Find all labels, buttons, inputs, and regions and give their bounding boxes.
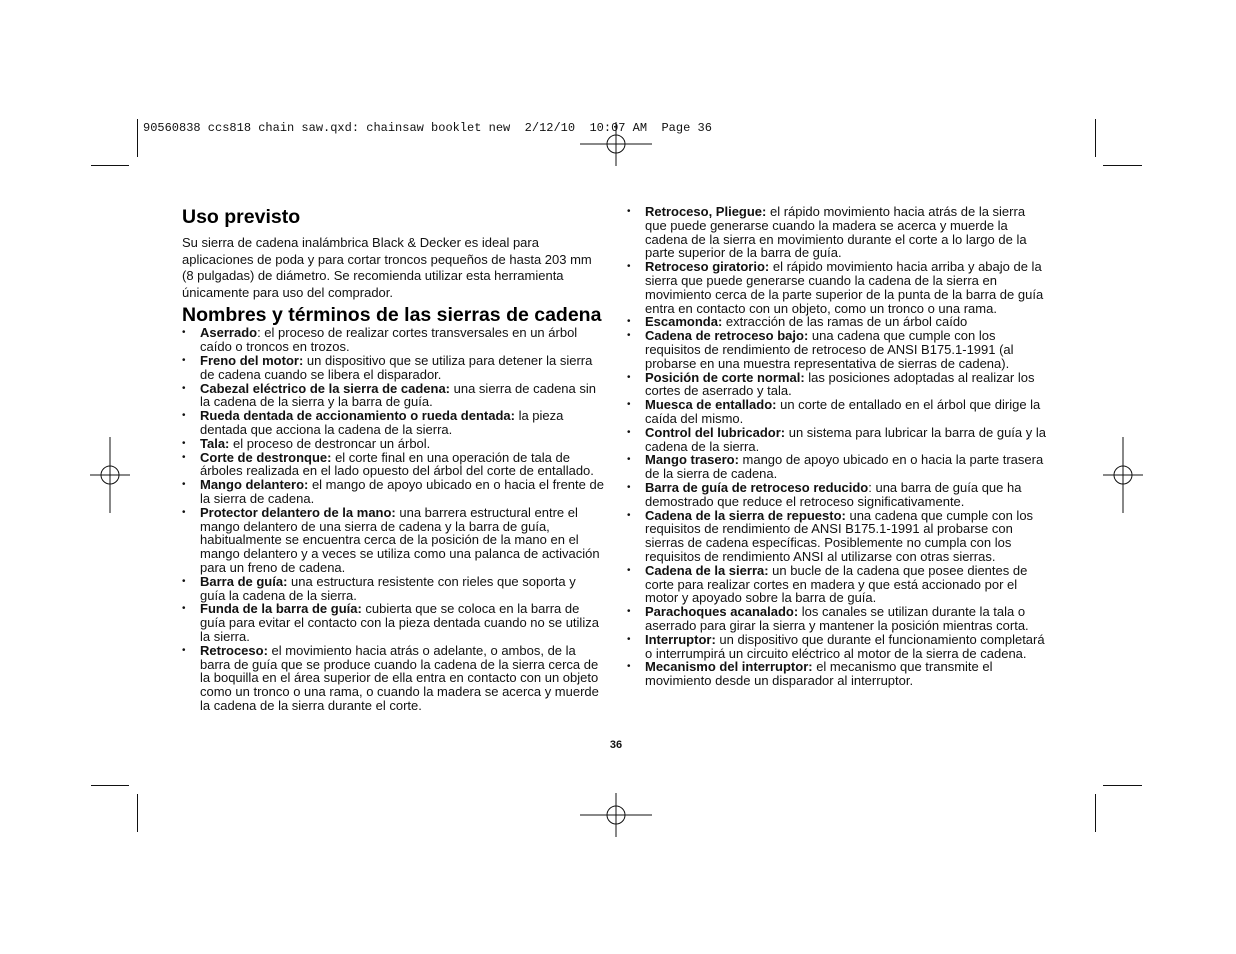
term-item bbox=[627, 481, 1049, 509]
term-item bbox=[627, 371, 1049, 399]
bullet-icon: • bbox=[182, 603, 186, 615]
uso-previsto-paragraph: Su sierra de cadena inalámbrica Black & Decker es ideal para aplicaciones de poda y para cortar troncos pequeños de hasta 203 mm (8 pulgadas) de diámetro. Se recomienda utilizar esta herramienta únicamente para uso del comprador. bbox=[182, 235, 592, 300]
term-definition: el mecanismo que transmite el movimiento desde un disparador al interruptor. bbox=[645, 659, 993, 689]
term-definition: extracción de las ramas de un árbol caído bbox=[722, 314, 968, 330]
term-definition: el rápido movimiento hacia arriba y abajo de la sierra que puede generarse cuando la cadena de la sierra en movimiento cerca de la parte superior de la punta de la barra de guía entra en contacto con un objeto, como un tronco o una rama. bbox=[645, 259, 1044, 316]
term-item bbox=[627, 260, 1049, 315]
term-item bbox=[182, 409, 604, 437]
term-item bbox=[627, 205, 1049, 260]
term-name: Aserrado bbox=[200, 325, 258, 341]
term-item bbox=[627, 453, 1049, 481]
term-name: Retroceso, Pliegue: bbox=[645, 204, 767, 219]
bullet-icon: • bbox=[182, 327, 186, 339]
term-item bbox=[627, 605, 1049, 633]
term-definition: cubierta que se coloca en la barra de guía para evitar el contacto con la pieza dentada cuando no se utiliza la sierra. bbox=[200, 601, 599, 644]
term-name: Interruptor: bbox=[645, 631, 716, 647]
registration-mark-left bbox=[70, 437, 150, 517]
bullet-icon: • bbox=[182, 644, 186, 656]
term-name: Corte de destronque: bbox=[200, 449, 332, 465]
term-definition: los canales se utilizan durante la tala o aserrado para girar la sierra y mantener la posición mientras corta. bbox=[645, 604, 1029, 633]
bullet-icon: • bbox=[627, 454, 631, 466]
term-definition: la pieza dentada que acciona la cadena de la sierra. bbox=[200, 408, 564, 437]
term-definition: : una barra de guía que ha demostrado que reduce el retroceso significativamente. bbox=[645, 479, 1022, 509]
bullet-icon: • bbox=[182, 479, 186, 491]
term-definition: el mango de apoyo ubicado en o hacia el frente de la sierra de cadena. bbox=[200, 477, 604, 506]
term-definition: una sierra de cadena sin la cadena de la sierra y la barra de guía. bbox=[200, 380, 596, 410]
term-item bbox=[182, 478, 604, 506]
term-item bbox=[182, 437, 604, 451]
term-name: Barra de guía de retroceso reducido bbox=[645, 479, 869, 495]
bullet-icon: • bbox=[182, 354, 186, 366]
term-item bbox=[627, 426, 1049, 454]
term-definition: una cadena que cumple con los requisitos de rendimiento de retroceso de ANSI B175.1-1991 (al probarse en una muestra representativa de sierras de cadena). bbox=[645, 328, 1014, 371]
term-definition: un bucle de la cadena que posee dientes de corte para realizar cortes en madera y que está accionado por el motor y apoyado sobre la barra de guía. bbox=[645, 562, 1028, 606]
term-definition: una barrera estructural entre el mango delantero de una sierra de cadena y la barra de guía, habitualmente se encuentra cerca de la posición de la mano en el mango delantero y a veces se utiliza como una palanca de activación para un freno de cadena. bbox=[200, 504, 600, 575]
bullet-icon: • bbox=[182, 437, 186, 449]
heading-uso-previsto: Uso previsto bbox=[182, 206, 301, 228]
term-definition: : el proceso de realizar cortes transversales en un árbol caído o troncos en trozos. bbox=[200, 325, 578, 355]
bullet-icon: • bbox=[627, 330, 631, 342]
term-definition: una estructura resistente con rieles que soporta y guía la cadena de la sierra. bbox=[200, 573, 576, 603]
term-definition: un corte de entallado en el árbol que dirige la caída del mismo. bbox=[645, 397, 1041, 426]
registration-mark-top bbox=[576, 104, 656, 184]
term-name: Tala: bbox=[200, 435, 230, 451]
term-definition: una cadena que cumple con los requisitos de rendimiento de ANSI B175.1-1991 al probarse con sierras de cadena específicas. Posiblemente no cumpla con los requisitos de rendimiento ANSI al utilizarse con otras sierras. bbox=[645, 507, 1034, 564]
term-item bbox=[182, 354, 604, 382]
bullet-icon: • bbox=[627, 261, 631, 273]
term-name: Rueda dentada de accionamiento o rueda dentada: bbox=[200, 408, 515, 424]
term-name: Barra de guía: bbox=[200, 573, 288, 589]
bullet-icon: • bbox=[182, 451, 186, 463]
term-definition: un dispositivo que se utiliza para detener la sierra de cadena cuando se libera el disparador. bbox=[200, 352, 593, 382]
bullet-icon: • bbox=[182, 575, 186, 587]
term-item bbox=[182, 506, 604, 575]
page-number: 36 bbox=[609, 739, 623, 751]
term-name: Retroceso: bbox=[200, 642, 268, 658]
bullet-icon: • bbox=[182, 382, 186, 394]
term-item bbox=[182, 575, 604, 603]
bullet-icon: • bbox=[182, 506, 186, 518]
bullet-icon: • bbox=[627, 399, 631, 411]
term-definition: el movimiento hacia atrás o adelante, o ambos, de la barra de guía que se produce cuando la cadena de la sierra cerca de la boquilla en el área superior de ella entra en contacto con un objeto como un tronco o una rama, o cuando la madera se acerca y muerde la cadena de la sierra durante el corte. bbox=[200, 642, 599, 713]
term-name: Cadena de la sierra: bbox=[645, 562, 769, 578]
term-name: Escamonda: bbox=[645, 314, 723, 330]
term-definition: el corte final en una operación de tala de árboles realizada en el lado opuesto del árbol del corte de entallado. bbox=[200, 449, 594, 479]
bullet-icon: • bbox=[627, 206, 631, 217]
term-definition: un sistema para lubricar la barra de guía y la cadena de la sierra. bbox=[645, 424, 1046, 454]
bullet-icon: • bbox=[627, 633, 631, 645]
term-item bbox=[627, 564, 1049, 605]
term-name: Protector delantero de la mano: bbox=[200, 504, 396, 520]
term-name: Mango delantero: bbox=[200, 477, 309, 493]
term-name: Mango trasero: bbox=[645, 452, 739, 468]
term-name: Posición de corte normal: bbox=[645, 369, 805, 385]
term-definition: el proceso de destroncar un árbol. bbox=[229, 435, 431, 451]
bullet-icon: • bbox=[627, 316, 631, 328]
bullet-icon: • bbox=[627, 509, 631, 521]
left-column bbox=[182, 205, 604, 713]
term-item bbox=[182, 326, 604, 354]
heading-nombres-terminos: Nombres y términos de las sierras de cadena bbox=[182, 304, 602, 327]
bullet-icon: • bbox=[627, 426, 631, 438]
term-item bbox=[627, 398, 1049, 426]
term-name: Cadena de retroceso bajo: bbox=[645, 328, 809, 344]
bullet-icon: • bbox=[627, 481, 631, 493]
term-name: Mecanismo del interruptor: bbox=[645, 659, 813, 675]
term-name: Cabezal eléctrico de la sierra de cadena: bbox=[200, 380, 451, 396]
bullet-icon: • bbox=[627, 564, 631, 576]
term-item bbox=[627, 329, 1049, 370]
term-item bbox=[182, 644, 604, 713]
file-slug-line: 90560838 ccs818 chain saw.qxd: chainsaw booklet new 2/12/10 10:07 AM Page 36 bbox=[143, 121, 712, 135]
term-item bbox=[182, 382, 604, 410]
registration-mark-right bbox=[1083, 437, 1163, 517]
bullet-icon: • bbox=[627, 606, 631, 618]
bullet-icon: • bbox=[182, 410, 186, 422]
bullet-icon: • bbox=[627, 371, 631, 383]
term-definition: las posiciones adoptadas al realizar los cortes de aserrado y tala. bbox=[645, 369, 1035, 399]
term-definition: mango de apoyo ubicado en o hacia la parte trasera de la sierra de cadena. bbox=[645, 452, 1044, 482]
term-name: Funda de la barra de guía: bbox=[200, 601, 362, 617]
bullet-icon: • bbox=[627, 661, 631, 673]
left-term-list bbox=[182, 326, 604, 712]
term-item bbox=[182, 602, 604, 643]
right-term-list bbox=[627, 205, 1049, 688]
term-definition: el rápido movimiento hacia atrás de la sierra que puede generarse cuando la madera se acerca y muerde la cadena de la sierra en movimiento durante el corte a lo largo de la parte superior de la barra de guía. bbox=[645, 204, 1027, 261]
term-name: Retroceso giratorio: bbox=[645, 259, 770, 275]
registration-mark-bottom bbox=[576, 775, 656, 855]
term-item bbox=[627, 633, 1049, 661]
term-item bbox=[182, 451, 604, 479]
right-column bbox=[627, 205, 1049, 688]
term-item bbox=[627, 315, 1049, 329]
term-name: Control del lubricador: bbox=[645, 424, 786, 440]
term-name: Cadena de la sierra de repuesto: bbox=[645, 507, 846, 523]
term-name: Parachoques acanalado: bbox=[645, 604, 799, 620]
term-definition: un dispositivo que durante el funcionamiento completará o interrumpirá un circuito eléctrico al motor de la sierra de cadena. bbox=[645, 631, 1045, 661]
term-item bbox=[627, 509, 1049, 564]
term-item bbox=[627, 660, 1049, 688]
term-name: Freno del motor: bbox=[200, 352, 304, 368]
term-name: Muesca de entallado: bbox=[645, 397, 777, 413]
